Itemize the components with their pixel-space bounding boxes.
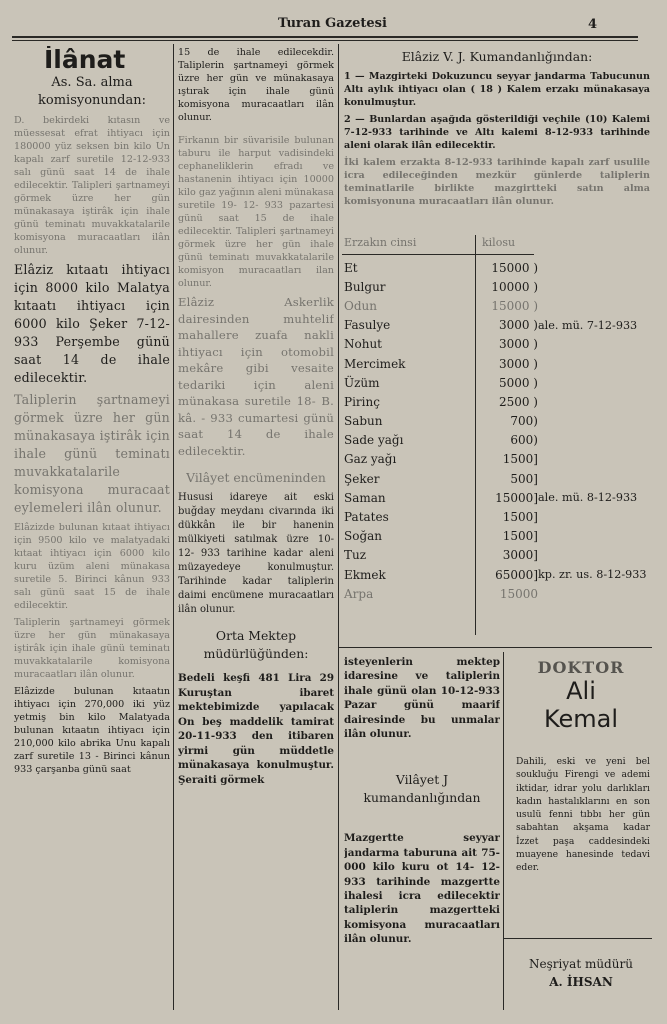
col-header-kg: kilosu: [482, 236, 516, 249]
doctor-name-2: Kemal: [543, 705, 619, 733]
ilanat-heading: İlânat: [44, 46, 126, 74]
ad-text-1: D. bekirdeki kıtasın ve müessesat efrat ihtiyacı için 180000 yüz seksen bin kilo Un kapalı zarf suretile 12-12-933 salı günü saat 14 de ihale edilecektir. Talipleri şartnameyi görmek üzre her gün münakasaya iştirâk için ihale günü teminatı muvakkatalarile komisyona muracaatları ilân olunur.: [14, 115, 170, 256]
item-note: ale. mü. 7-12-933: [538, 318, 638, 332]
table-row: [344, 450, 654, 469]
item-name: Üzüm: [344, 375, 380, 390]
item-name: Patates: [344, 510, 389, 525]
item-note: [538, 392, 654, 411]
column-3: [344, 655, 500, 1007]
table-row: [344, 584, 654, 603]
item-kg: 65000]: [495, 567, 538, 582]
page-number: 4: [588, 17, 598, 32]
ad-text-16: Mazgertte seyyar jandarma taburuna ait 75-000 kilo kuru ot 14- 12-933 tarihinde mazgertte ihalesi icra edilecektir taliplerin mazgertteki komisyona muracaatları ilân olunur.: [344, 832, 500, 946]
item-kg: 1500]: [502, 510, 538, 525]
item-note: [538, 277, 654, 296]
item-name: Saman: [344, 490, 386, 505]
table-row: [344, 469, 654, 488]
ad-text-10: Hususi idareye ait eski buğday meydanı civarında iki dükkân ile bir hanenin mülkiyeti satılmak üzre 10- 12- 933 tarihine kadar aleni müzayedeye konulmuştur. Tarihinde kadar taliplerin daimi encümene muracaatları ilân olunur.: [178, 492, 334, 615]
table-row: [344, 335, 654, 354]
ad-heading-5: Vilâyet J kumandanlığından: [363, 772, 481, 806]
ad-text-9: Elâziz Askerlik dairesinden muhtelif mahallere zuafa nakli ihtiyacı için otomobil mekâre gibi vesaite tedariki için aleni münakasa suretile 18- B. kâ. - 933 cumartesi günü saat 14 de ihale edilecektir.: [178, 295, 334, 458]
column-rule-3: [503, 652, 504, 1010]
horizontal-rule-ad: [504, 938, 652, 939]
ad-heading-1: As. Sa. alma komisyonundan:: [38, 75, 146, 108]
column-2: [178, 46, 334, 1006]
item-kg: 2500 ): [498, 394, 538, 409]
item-kg: 500]: [510, 471, 538, 486]
horizontal-rule-right: [339, 647, 652, 648]
item-note: [538, 412, 654, 431]
item-kg: 15000]: [495, 490, 538, 505]
ad-text-4: Elâzizde bulunan kıtaat ihtiyacı için 9500 kilo ve malatyadaki kıtaat ihtiyacı için 6000 kilo kuru üzüm aleni münakasa suretile 5. Birinci kânun 933 salı günü saat 15 de ihale edilecektir.: [14, 522, 170, 611]
item-note: [538, 354, 654, 373]
table-row: [344, 412, 654, 431]
item-name: Et: [344, 260, 358, 275]
ad-heading-4: Elâziz V. J. Kumandanlığından:: [401, 49, 593, 64]
item-kg: 3000 ): [498, 356, 538, 371]
ad-text-2: Elâziz kıtaatı ihtiyacı için 8000 kilo Malatya kıtaatı ihtiyacı için 6000 kilo Şeker 7-12-933 Perşembe günü saat 14 de ihale edilecektir.: [14, 262, 170, 385]
column-rule-2: [338, 44, 339, 1010]
ad-text-15: isteyenlerin mektep idaresine ve taliplerin ihale günü olan 10-12-933 Pazar günü maarif dairesinde bu unmalar ilân olunur.: [344, 656, 500, 741]
publisher-label: Neşriyat müdürü: [529, 957, 633, 971]
item-note: [538, 296, 654, 315]
items-table: [344, 258, 654, 603]
col-header-item: Erzakın cinsi: [344, 236, 417, 249]
item-note: [538, 584, 654, 603]
table-header-rule: [342, 254, 534, 255]
item-note: [538, 450, 654, 469]
table-row: [344, 392, 654, 411]
item-name: Fasulye: [344, 318, 391, 333]
table-row: [344, 354, 654, 373]
item-note: [538, 373, 654, 392]
ad-text-13: 2 — Bunlardan aşağıda gösterildiği veçhile (10) Kalemi 7-12-933 tarihinde ve Altı kalemi 8-12-933 tarihinde aleni olarak ilân edilecektir.: [344, 114, 650, 151]
table-row: [344, 527, 654, 546]
table-row: [344, 431, 654, 450]
doctor-ad-text: Dahili, eski ve yeni bel soukluğu Firengi ve ademi iktidar, idrar yolu darlıkları kadın hastalıklarını en son usulü fenni tıbbı her gün sabahtan akşama kadar İzzet paşa caddesindeki muayene hanesinde tedavi eder.: [516, 756, 650, 874]
item-name: Tuz: [344, 548, 367, 563]
item-kg: 15000 ): [491, 298, 538, 313]
item-note: [538, 527, 654, 546]
item-note: [538, 258, 654, 277]
table-row: [344, 258, 654, 277]
column-rule-1: [173, 44, 174, 1010]
item-kg: 3000 ): [498, 337, 538, 352]
ad-heading-2: Vilâyet encümeninden: [186, 470, 326, 485]
item-kg: 5000 ): [498, 375, 538, 390]
item-name: Pirinç: [344, 394, 380, 409]
item-name: Sade yağı: [344, 433, 404, 448]
doctor-title: DOKTOR: [537, 658, 625, 677]
table-row: [344, 546, 654, 565]
item-name: Nohut: [344, 337, 383, 352]
item-note: [538, 335, 654, 354]
item-name: Odun: [344, 298, 377, 313]
publisher-name: A. İHSAN: [549, 975, 613, 989]
header-rule: [12, 36, 638, 38]
item-kg: 15000: [499, 586, 538, 601]
table-row: [344, 316, 654, 335]
doctor-name-1: Ali: [566, 677, 596, 705]
ad-text-6: Elâzizde bulunan kıtaatın ihtiyacı için 270,000 iki yüz yetmiş bin kilo Malatyada bulunan kıtaatın ihtiyacı için 210,000 kilo abrika Unu kapalı zarf suretile 13 - Birinci kânun 933 çarşanba günü saat: [14, 686, 170, 775]
ad-text-5: Taliplerin şartnameyi görmek üzre her gün münakasaya iştirâk için ihale günü teminatı muvakkatalarile komisyona muracaatları ilân olunur.: [14, 617, 170, 680]
table-row: [344, 565, 654, 584]
item-kg: 1500]: [502, 529, 538, 544]
ad-text-11: Bedeli keşfi 481 Lira 29 Kuruştan ibaret mektebimizde yapılacak On beş maddelik tamirat 20-11-933 den itibaren yirmi gün müddetle münakasaya konulmuştur. Şeraiti görmek: [178, 672, 334, 786]
table-row: [344, 373, 654, 392]
item-name: Arpa: [344, 586, 374, 601]
item-kg: 700): [510, 414, 538, 429]
item-kg: 3000]: [502, 548, 538, 563]
table-header: [344, 236, 644, 254]
item-name: Soğan: [344, 529, 383, 544]
item-name: Gaz yağı: [344, 452, 397, 467]
table-row: [344, 507, 654, 526]
ad-text-14: İki kalem erzakta 8-12-933 tarihinde kapalı zarf usulile icra edileceğinden mezkür günlerde taliplerin teminatlarile birlikte mazgirtteki satın alma komisyonuna muracaatları ilân olunur.: [344, 157, 650, 207]
ad-heading-3: Orta Mektep müdürlüğünden:: [203, 628, 309, 661]
item-note: kp. zr. us. 8-12-933: [538, 568, 647, 582]
newspaper-title: Turan Gazetesi: [278, 16, 387, 31]
ad-text-3: Taliplerin şartnameyi görmek üzre her gün münakasaya iştirâk için ihale günü teminatı muvakkatalarile komisyona muracaat eylemeleri ilân olunur.: [14, 392, 170, 515]
item-name: Ekmek: [344, 567, 386, 582]
table-row: [344, 488, 654, 507]
item-name: Sabun: [344, 414, 383, 429]
item-kg: 1500]: [502, 452, 538, 467]
item-note: [538, 546, 654, 565]
item-note: ale. mü. 8-12-933: [538, 491, 638, 505]
column-1: [14, 46, 170, 1006]
ad-text-8: Firkanın bir süvarisile bulunan taburu ile harput vadisindeki cephaneliklerin efradı ve hastanenin ihtiyacı için 10000 kilo gaz yağının aleni münakasa suretile 19- 12- 933 pazartesi günü saat 15 de ihale edilecektir. Talipleri şartnameyi görmek üzre her gün ihale günü teminatı muvakkatalarile komisyon muracaatları ilan olunur.: [178, 135, 334, 289]
item-kg: 15000 ): [491, 260, 538, 275]
header-rule-thin: [12, 40, 638, 41]
item-kg: 10000 ): [491, 279, 538, 294]
item-kg: 3000 ): [498, 318, 538, 333]
table-row: [344, 277, 654, 296]
item-note: [538, 507, 654, 526]
item-name: Mercimek: [344, 356, 406, 371]
item-name: Şeker: [344, 471, 380, 486]
table-row: [344, 296, 654, 315]
ad-text-7: 15 de ihale edilecekdir. Taliplerin şartnameyi görmek üzre her gün ve münakasaya ıştırak için ihale günü komisyona muracaatları ilân olunur.: [178, 47, 334, 123]
item-kg: 600): [510, 433, 538, 448]
item-note: [538, 469, 654, 488]
doctor-ad: [508, 656, 654, 928]
item-note: [538, 431, 654, 450]
ad-text-12: 1 — Mazgirteki Dokuzuncu seyyar jandarma Tabucunun Altı aylık ihtiyacı olan ( 18 ) Kalem erzakı münakasaya konulmuştur.: [344, 71, 650, 108]
item-name: Bulgur: [344, 279, 386, 294]
